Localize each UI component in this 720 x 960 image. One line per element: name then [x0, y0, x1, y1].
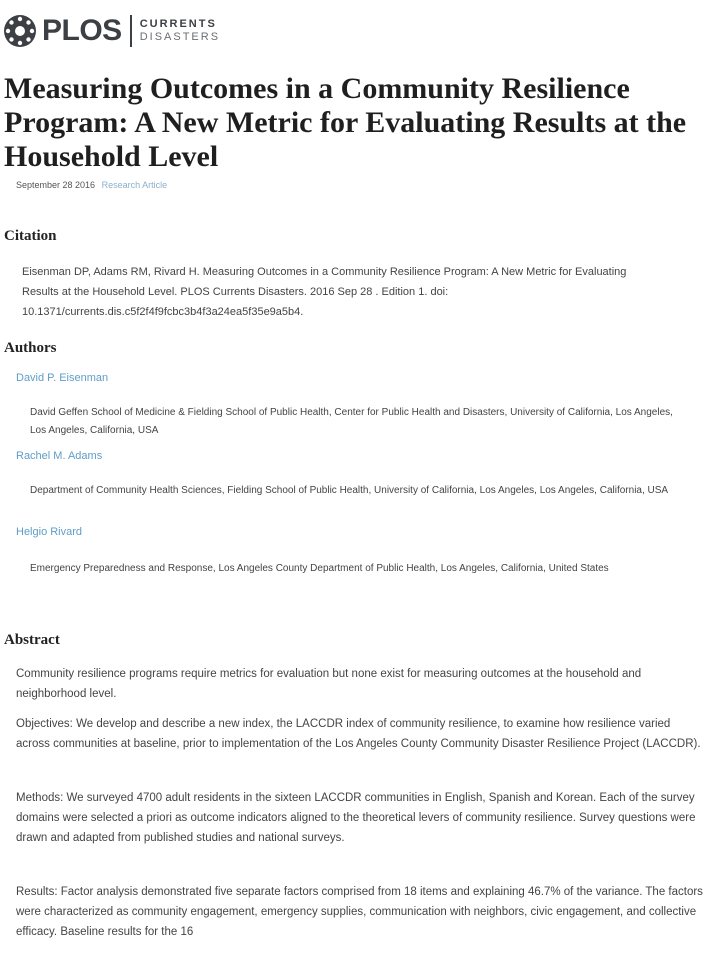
- abstract-paragraph-1: Community resilience programs require metrics for evaluation but none exist for measuring outcomes at the household and neighborhood level.: [16, 668, 642, 700]
- journal-header: [2, 10, 220, 52]
- authors-heading: Authors: [4, 340, 57, 356]
- author-name-2[interactable]: Rachel M. Adams: [16, 450, 103, 462]
- abstract-heading: Abstract: [4, 632, 60, 648]
- citation-heading: Citation: [4, 228, 57, 244]
- author-name-3[interactable]: Helgio Rivard: [16, 526, 83, 538]
- plos-wordmark[interactable]: PLOS: [42, 14, 122, 47]
- author-affiliation-2: Department of Community Health Sciences, Fielding School of Public Health, University of California, Los Angeles, Los Angeles, California, USA: [30, 485, 669, 496]
- citation-text: Eisenman DP, Adams RM, Rivard H. Measuring Outcomes in a Community Resilience Program: A New Metric for Evaluating Results at the Household Level. PLOS Currents Disasters. 2016 Sep 28 . Edition 1. doi: 10.1371/currents.dis.c5f2f4f9fcbc3b4f3a24ea5f35e9a5b4.: [22, 266, 627, 318]
- article-meta: [16, 180, 167, 190]
- abstract-paragraph-3: Methods: We surveyed 4700 adult residents in the sixteen LACCDR communities in English, Spanish and Korean. Each of the survey domains were selected a priori as outcome indicators aligned to the theoretical levers of community resilience. Survey questions were drawn and adapted from published studies and national surveys.: [16, 792, 696, 844]
- publication-date: September 28 2016: [16, 180, 96, 190]
- article-title: Measuring Outcomes in a Community Resilience Program: A New Metric for Evaluating Results at the Household Level: [4, 72, 687, 173]
- author-affiliation-1: David Geffen School of Medicine & Fielding School of Public Health, Center for Public Health and Disasters, University of California, Los Angeles, Los Angeles, California, USA: [30, 407, 673, 436]
- article-type-link[interactable]: Research Article: [101, 180, 168, 190]
- author-name-1[interactable]: David P. Eisenman: [16, 372, 109, 384]
- author-affiliation-3: Emergency Preparedness and Response, Los Angeles County Department of Public Health, Los Angeles, California, United States: [30, 563, 609, 574]
- abstract-paragraph-4: Results: Factor analysis demonstrated five separate factors comprised from 18 items and explaining 46.7% of the variance. The factors were characterized as community engagement, emergency supplies, communication with neighbors, civic engagement, and collective efficacy. Baseline results for the 16: [16, 886, 703, 938]
- plos-logo-icon[interactable]: [2, 13, 38, 49]
- journal-name[interactable]: [140, 18, 220, 44]
- journal-name-line1: CURRENTS: [139, 18, 217, 30]
- journal-name-line2: DISASTERS: [139, 31, 221, 43]
- logo-divider: [130, 15, 132, 47]
- abstract-paragraph-2: Objectives: We develop and describe a new index, the LACCDR index of community resilience, to examine how resilience varied across communities at baseline, prior to implementation of the Los Angeles County Community Disaster Resilience Project (LACCDR).: [16, 718, 701, 750]
